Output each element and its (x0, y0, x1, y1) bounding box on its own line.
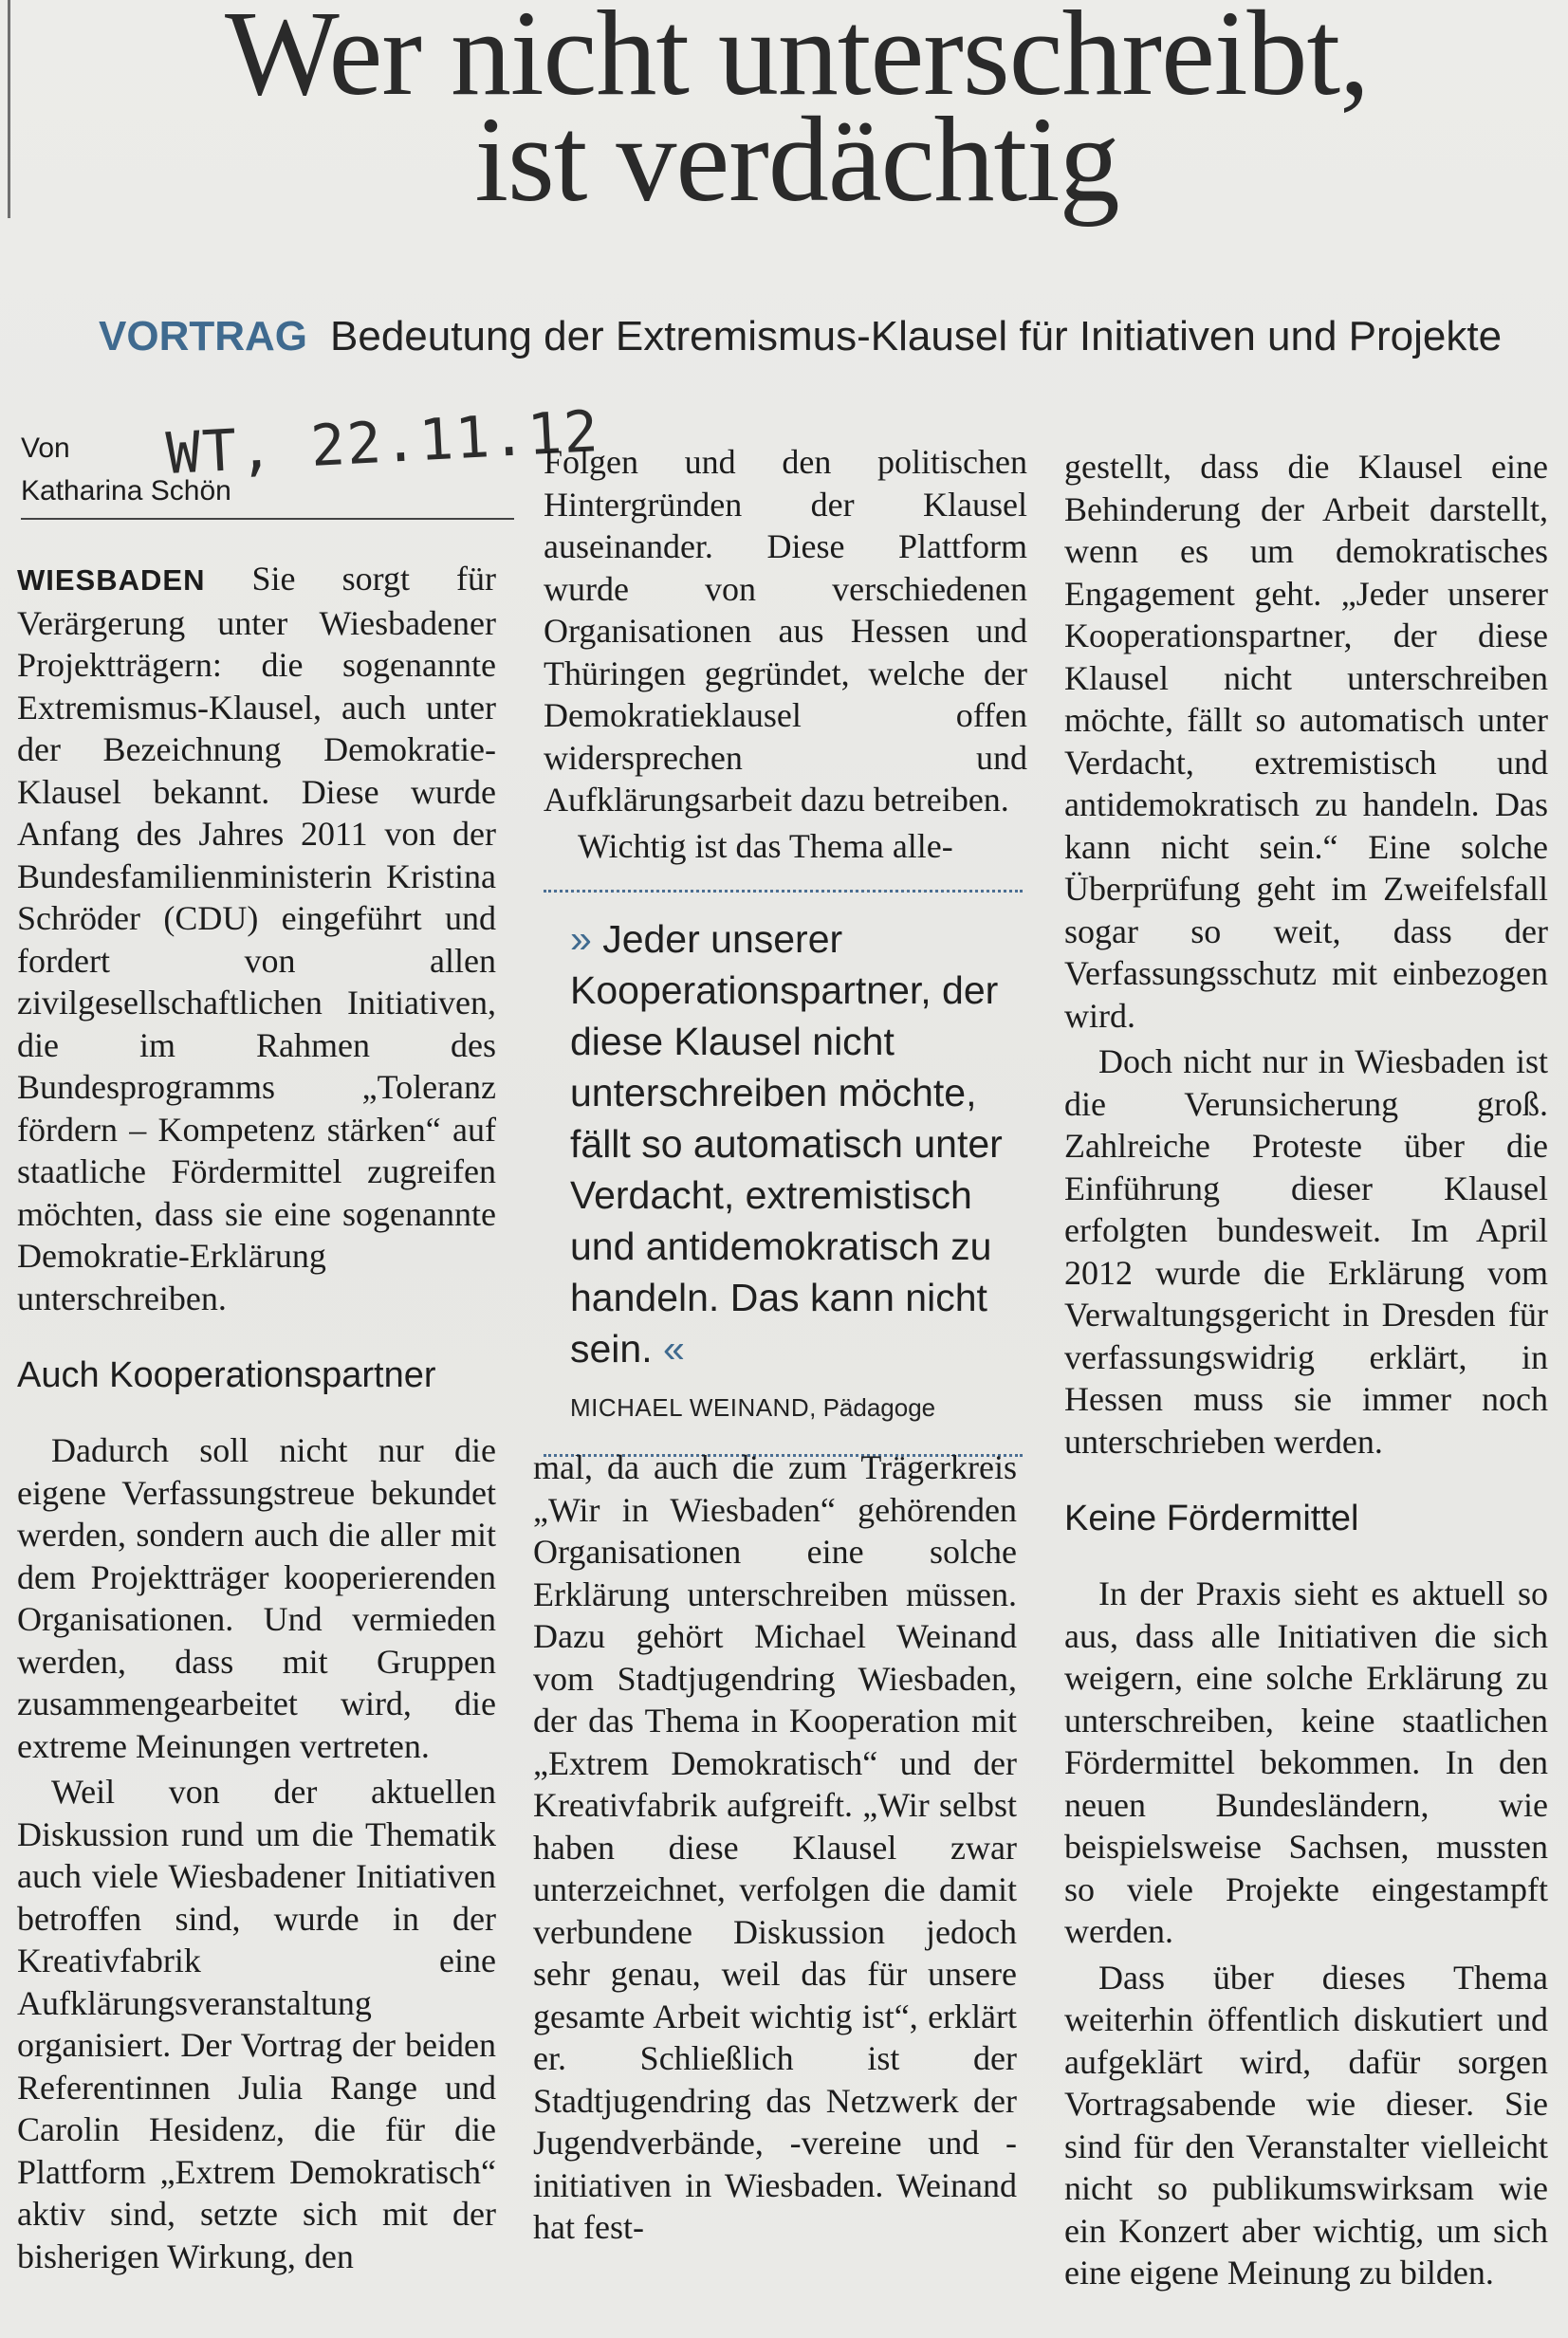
paragraph-text: Sie sorgt für Verärgerung unter Wiesbadener Projektträgern: die sogenannte Extremismus-Klausel, auch unter der Bezeichnung Demokratie-Klausel bekannt. Diese wurde Anfang des Jahres 2011 von der Bundesfamilienministerin Kristina Schröder (CDU) eingeführt und fordert von allen zivilgesellschaftlichen Initiativen, die im Rahmen des Bundesprogramms „Toleranz fördern – Kompetenz stärken“ auf staatliche Fördermittel zugreifen möchten, dass sie eine sogenannte Demokratie-Erklärung unterschreiben. (17, 560, 496, 1317)
headline-line-2: ist verdächtig (474, 92, 1119, 227)
quote-close-mark: « (652, 1327, 685, 1371)
article-column-2-top (544, 441, 1027, 867)
paragraph: gestellt, dass die Klausel eine Behinderung der Arbeit darstellt, wenn es um demokratisches Engagement geht. „Jeder unserer Kooperationspartner, der diese Klausel nicht unterschreiben möchte, fällt so automatisch unter Verdacht, extremistisch und antidemokratisch zu handeln. Das kann nicht sein.“ Eine solche Überprüfung geht im Zweifelsfall sogar so weit, dass der Verfassungsschutz mit einbezogen wird. (1064, 448, 1548, 1035)
paper-edge-line (8, 0, 10, 218)
subheading: Keine Fördermittel (1064, 1499, 1359, 1538)
article-column-3 (1064, 446, 1548, 2294)
paragraph: In der Praxis sieht es aktuell so aus, dass alle Initiativen die sich weigern, eine solche Erklärung zu unterschreiben, keine staatlichen Fördermittel bekommen. In den neuen Bundesländern, wie beispielsweise Sachsen, mussten so viele Projekte eingestampft werden. (1064, 1574, 1548, 1950)
quote-open-mark: » (570, 917, 603, 961)
subtitle: Bedeutung der Extremismus-Klausel für Initiativen und Projekte (330, 313, 1503, 359)
article-column-1 (17, 558, 496, 2277)
paragraph: Wichtig ist das Thema alle- (578, 826, 953, 865)
byline-von: Von (21, 433, 70, 464)
handwritten-date-note: WT, 22.11.12 (164, 398, 602, 488)
quote-attribution (570, 1391, 1023, 1424)
dateline: WIESBADEN (17, 563, 206, 597)
quote-author-name: MICHAEL WEINAND (570, 1393, 810, 1422)
paragraph: Dass über dieses Thema weiterhin öffentlich diskutiert und aufgeklärt wird, dafür sorgen Vortragsabende wie dieser. Sie sind für den Veranstalter vielleicht nicht so publikumswirksam wie ein Konzert aber wichtig, um sich eine eigene Meinung zu bilden. (1064, 1958, 1548, 2292)
paragraph: mal, da auch die zum Trägerkreis „Wir in Wiesbaden“ gehörenden Organisationen eine solche Erklärung unterschreiben müssen. Dazu gehört Michael Weinand vom Stadtjugendring Wiesbaden, der das Thema in Kooperation mit „Extrem Demokratisch“ und der Kreativfabrik aufgreift. „Wir selbst haben diese Klausel zwar unterzeichnet, verfolgen die damit verbundene Diskussion jedoch sehr genau, weil das für unsere gesamte Arbeit wichtig ist“, erklärt er. Schließlich ist der Stadtjugendring das Netzwerk der Jugendverbände, -vereine und -initiativen in Wiesbaden. Weinand hat fest- (533, 1448, 1017, 2246)
kicker-row (99, 308, 1540, 365)
quote-author-role: , Pädagoge (809, 1393, 936, 1422)
byline-author: Katharina Schön (21, 475, 231, 506)
paragraph: Doch nicht nur in Wiesbaden ist die Verunsicherung groß. Zahlreiche Proteste über die Einführung dieser Klausel erfolgten bundesweit. Im April 2012 wurde die Erklärung vom Verwaltungsgericht in Dresden für verfassungswidrig erklärt, in Hessen muss sie immer noch unterschrieben werden. (1064, 1042, 1548, 1461)
pull-quote (544, 890, 1023, 1457)
paragraph: Dadurch soll nicht nur die eigene Verfassungstreue bekundet werden, sondern auch die aller mit dem Projektträger kooperierenden Organisationen. Und vermieden werden, dass mit Gruppen zusammengearbeitet wird, die extreme Meinungen vertreten. (17, 1431, 496, 1765)
quote-body: Jeder unserer Kooperationspartner, der diese Klausel nicht unterschreiben möchte, fällt so automatisch unter Verdacht, extremistisch und antidemokratisch zu handeln. Das kann nicht sein. (570, 917, 1003, 1371)
article-column-2-bottom (533, 1446, 1017, 2249)
kicker: VORTRAG (99, 313, 307, 359)
subheading: Auch Kooperationspartner (17, 1355, 436, 1395)
paragraph: Folgen und den politischen Hintergründen der Klausel auseinander. Diese Plattform wurde von verschiedenen Organisationen aus Hessen und Thüringen gegründet, welche der Demokratieklausel offen widersprechen und Aufklärungsarbeit dazu betreiben. (544, 443, 1027, 819)
pull-quote-text (570, 913, 1023, 1374)
paragraph (17, 558, 496, 1319)
headline-line-1: Wer nicht unterschreibt, (224, 0, 1370, 120)
headline (57, 0, 1537, 227)
paragraph: Weil von der aktuellen Diskussion rund um die Thematik auch viele Wiesbadener Initiativen betroffen sind, wurde in der Kreativfabrik eine Aufklärungsveranstaltung organisiert. Der Vortrag der beiden Referentinnen Julia Range und Carolin Hesidenz, die für die Plattform „Extrem Demokratisch“ aktiv sind, setzte sich mit der bisherigen Wirkung, den (17, 1773, 496, 2275)
